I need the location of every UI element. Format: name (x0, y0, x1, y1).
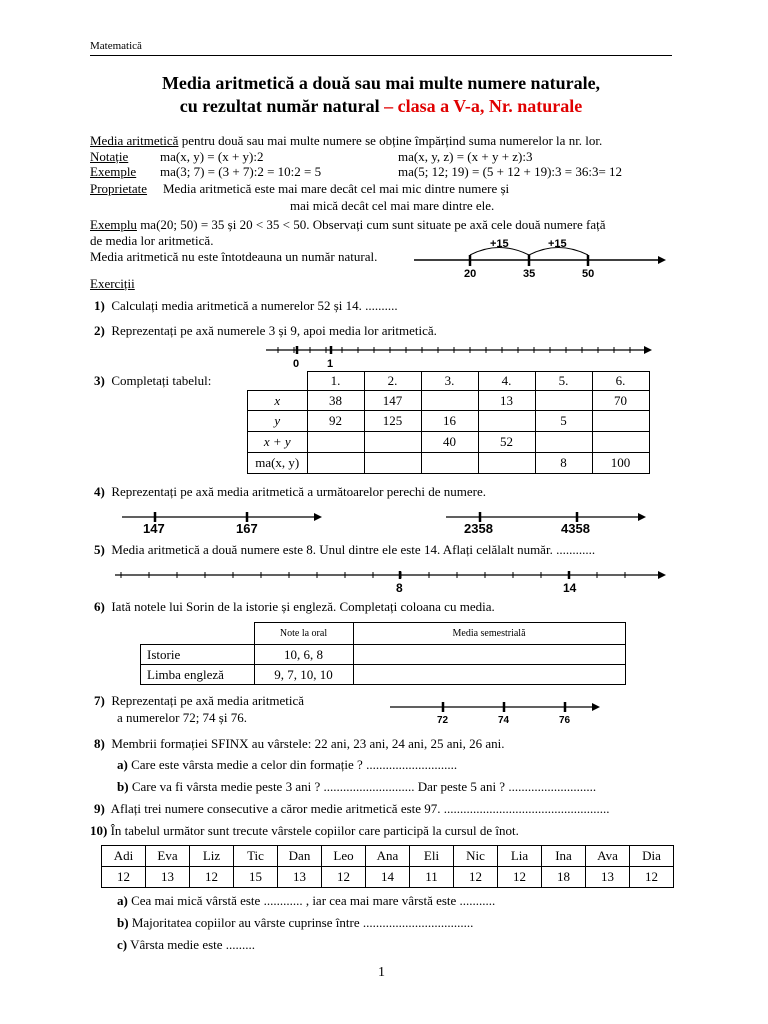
ex10-c (117, 937, 255, 953)
ex10-age-cell: 15 (234, 867, 278, 888)
note-natural: Media aritmetică nu este întotdeauna un număr natural. (90, 249, 378, 264)
ex10-age-cell: 12 (454, 867, 498, 888)
ex10 (90, 823, 519, 839)
ex8-a (117, 757, 457, 773)
ex1-text: Calculați media aritmetică a numerelor 52 și 14. .......... (111, 298, 398, 313)
ex6-subject: Limba engleză (141, 665, 255, 685)
ex4-axis2-label-4358: 4358 (561, 521, 590, 536)
step-label-1: +15 (490, 238, 509, 250)
ex10-b-text: Majoritatea copiilor au vârste cuprinse între .................................. (128, 915, 474, 930)
ex2-axis-label-0: 0 (293, 358, 300, 370)
ex4-text: Reprezentați pe axă media aritmetică a următoarelor perechi de numere. (111, 484, 486, 499)
ex10-age-cell: 18 (542, 867, 586, 888)
ex3-row-label: y (248, 411, 308, 432)
ex9-num: 9) (94, 801, 105, 816)
ex8-a-text: Care este vârsta medie a celor din formație ? ............................ (127, 757, 458, 772)
ex7-axis-label-72: 72 (437, 715, 449, 726)
ex10-name-cell: Liz (190, 846, 234, 867)
ex10-age-cell: 11 (410, 867, 454, 888)
ex5-axis-label-8: 8 (396, 581, 403, 595)
ex10-name-cell: Adi (102, 846, 146, 867)
ex6-subject: Istorie (141, 645, 255, 665)
ex2-axis-label-1: 1 (327, 358, 334, 370)
ex3-text: Completați tabelul: (111, 373, 212, 388)
exercitii-heading: Exerciții (90, 276, 135, 291)
ex4-axis1-label-147: 147 (143, 521, 165, 536)
ex10-age-cell: 12 (630, 867, 674, 888)
ex6-header-grades: Note la oral (254, 623, 353, 645)
title-grade: – clasa a V-a, Nr. naturale (379, 96, 583, 116)
ex6-num: 6) (94, 599, 105, 614)
ex10-c-text: Vârsta medie este ......... (127, 937, 256, 952)
ex2-num: 2) (94, 323, 105, 338)
ex10-b-label: b) (117, 915, 129, 930)
ex6-text: Iată notele lui Sorin de la istorie și engleză. Completați coloana cu media. (111, 599, 495, 614)
ex4-num: 4) (94, 484, 105, 499)
ex8-a-label: a) (117, 757, 128, 772)
ex10-name-cell: Eva (146, 846, 190, 867)
ex3-header: 5. (535, 372, 592, 391)
ex10-age-cell: 13 (278, 867, 322, 888)
ex10-name-cell: Nic (454, 846, 498, 867)
ex9-text: Aflați trei numere consecutive a căror medie aritmetică este 97. ................................................... (110, 801, 610, 816)
ex10-age-cell: 12 (322, 867, 366, 888)
ex5-axis-label-14: 14 (563, 581, 577, 595)
ex4-axis2-label-2358: 2358 (464, 521, 493, 536)
ex3-cell: 38 (307, 391, 364, 411)
axis-label-50: 50 (582, 268, 595, 280)
ex10-age-cell: 13 (146, 867, 190, 888)
ex10-age-cell: 12 (498, 867, 542, 888)
ex2-text: Reprezentați pe axă numerele 3 și 9, apoi media lor aritmetică. (111, 323, 437, 338)
ex3-row-label: x (248, 391, 308, 411)
proprietate-2: mai mică decât cel mai mare dintre ele. (290, 198, 495, 213)
exemplu-2: de media lor aritmetică. (90, 233, 214, 248)
exemple-2: ma(5; 12; 19) = (5 + 12 + 19):3 = 36:3= 12 (398, 164, 623, 179)
ex3-cell: 8 (535, 453, 592, 474)
ex3-cell: 70 (592, 391, 649, 411)
page-title-line1: Media aritmetică a două sau mai multe numere naturale, (161, 73, 601, 93)
ex3-cell: 40 (421, 432, 478, 453)
ex10-name-cell: Ina (542, 846, 586, 867)
ex10-age-cell: 13 (586, 867, 630, 888)
page-number: 1 (378, 965, 385, 980)
ex8-b-label: b) (117, 779, 129, 794)
ex10-b (117, 915, 473, 931)
notatie-formula-1: ma(x, y) = (x + y):2 (160, 149, 264, 164)
ex3-row-label: ma(x, y) (248, 453, 308, 474)
ex8-num: 8) (94, 736, 105, 751)
ex5-text: Media aritmetică a două numere este 8. Unul dintre ele este 14. Aflați celălalt număr. ............ (111, 542, 596, 557)
ex8-b-text: Care va fi vârsta medie peste 3 ani ? ............................ Dar peste 5 ani ? ........................... (128, 779, 597, 794)
exemplu-text: ma(20; 50) = 35 și 20 < 35 < 50. Observați cum sunt situate pe axă cele două numere față (136, 217, 606, 232)
ex3-cell: 147 (364, 391, 421, 411)
ex6-header-average: Media semestrială (353, 623, 625, 645)
ex10-a (117, 893, 495, 909)
ex7-axis-label-76: 76 (559, 715, 571, 726)
ex3-cell: 16 (421, 411, 478, 432)
axis-label-20: 20 (464, 268, 477, 280)
ex10-age-cell: 14 (366, 867, 410, 888)
ex10-name-cell: Eli (410, 846, 454, 867)
ex3-cell: 92 (307, 411, 364, 432)
definition-label: Media aritmetică (90, 133, 179, 148)
exemple-1: ma(3; 7) = (3 + 7):2 = 10:2 = 5 (160, 164, 322, 179)
ex8-b (117, 779, 596, 795)
notatie-formula-2: ma(x, y, z) = (x + y + z):3 (398, 149, 533, 164)
ex10-a-label: a) (117, 893, 128, 908)
ex3-header: 2. (364, 372, 421, 391)
ex3-header: 1. (307, 372, 364, 391)
ex3-header: 4. (478, 372, 535, 391)
ex10-name-cell: Leo (322, 846, 366, 867)
ex6-grades: 10, 6, 8 (254, 645, 353, 665)
axis-label-35: 35 (523, 268, 536, 280)
ex1-num: 1) (94, 298, 105, 313)
subject-header: Matematică (90, 40, 142, 52)
ex9 (94, 801, 610, 817)
exemple-label: Exemple (90, 164, 137, 179)
ex3-cell: 5 (535, 411, 592, 432)
proprietate-label: Proprietate (90, 181, 148, 196)
ex4-axis1-label-167: 167 (236, 521, 258, 536)
ex3-header: 3. (421, 372, 478, 391)
exemplu-label: Exemplu (90, 217, 137, 232)
ex8-text: Membrii formației SFINX au vârstele: 22 ani, 23 ani, 24 ani, 25 ani, 26 ani. (111, 736, 505, 751)
ex10-name-cell: Dia (630, 846, 674, 867)
notatie-label: Notație (90, 149, 129, 164)
step-label-2: +15 (548, 238, 567, 250)
proprietate-1: Media aritmetică este mai mare decât cel mai mic dintre numere și (163, 181, 510, 196)
ex10-name-cell: Ava (586, 846, 630, 867)
ex10-age-cell: 12 (102, 867, 146, 888)
ex7-num: 7) (94, 693, 105, 708)
ex5-num: 5) (94, 542, 105, 557)
ex10-name-cell: Tic (234, 846, 278, 867)
ex7-text: Reprezentați pe axă media aritmetică (111, 693, 305, 708)
ex10-name-cell: Ana (366, 846, 410, 867)
ex10-a-text: Cea mai mică vârstă este ............ , iar cea mai mare vârstă este ........... (127, 893, 496, 908)
ex3-cell: 125 (364, 411, 421, 432)
title-main: cu rezultat număr natural (179, 96, 380, 116)
ex3-cell: 52 (478, 432, 535, 453)
ex10-name-cell: Dan (278, 846, 322, 867)
ex7-line2: a numerelor 72; 74 și 76. (117, 710, 247, 725)
ex3-cell: 100 (592, 453, 649, 474)
ex10-num: 10) (90, 823, 108, 838)
ex3-cell: 13 (478, 391, 535, 411)
ex10-ages-row (102, 867, 674, 888)
ex3-header: 6. (592, 372, 649, 391)
ex3-row-label: x + y (248, 432, 308, 453)
ex10-table (101, 845, 674, 888)
ex3-num: 3) (94, 373, 105, 388)
ex8 (94, 736, 505, 752)
ex10-text: În tabelul următor sunt trecute vârstele copiilor care participă la cursul de înot. (110, 823, 519, 838)
ex7-axis-label-74: 74 (498, 715, 510, 726)
ex10-c-label: c) (117, 937, 128, 952)
ex6-grades: 9, 7, 10, 10 (254, 665, 353, 685)
ex10-names-row (102, 846, 674, 867)
definition-text: pentru două sau mai multe numere se obține împărțind suma numerelor la nr. lor. (178, 133, 603, 148)
ex10-age-cell: 12 (190, 867, 234, 888)
ex10-name-cell: Lia (498, 846, 542, 867)
